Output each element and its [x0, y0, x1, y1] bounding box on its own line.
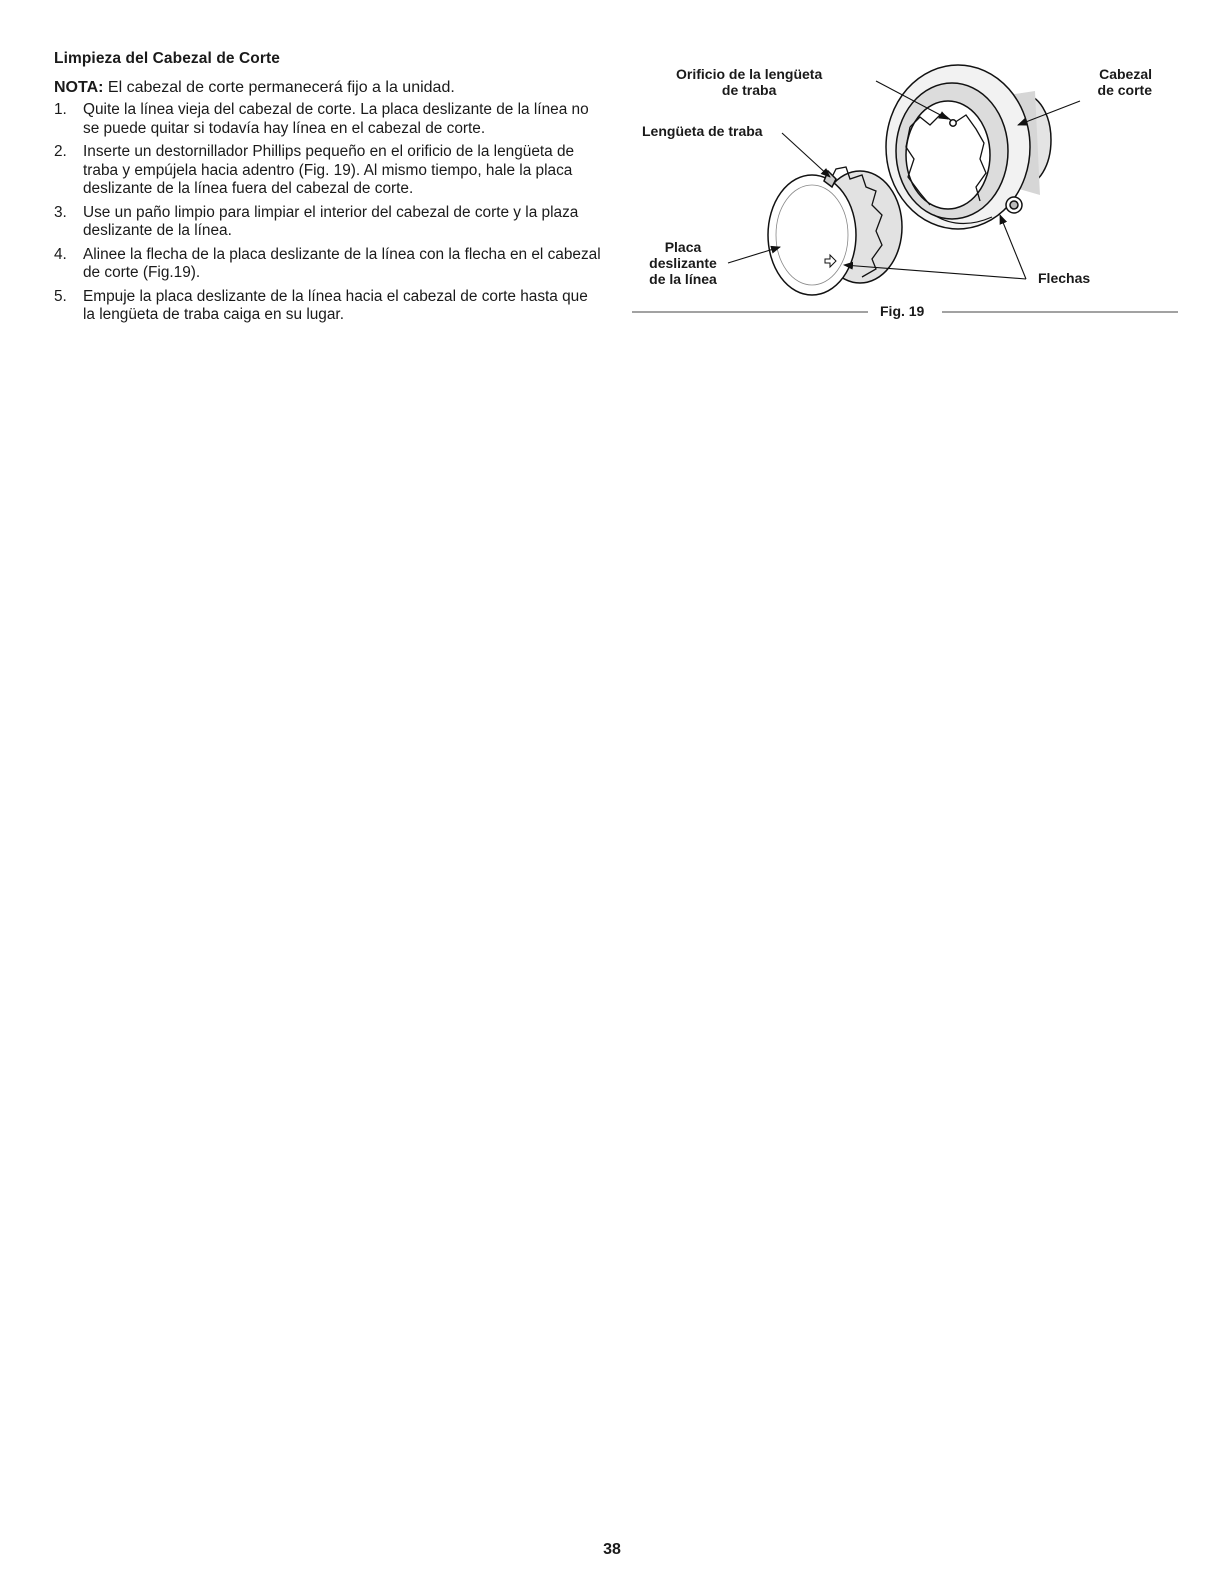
step-item [54, 143, 602, 199]
label-cabezal-line2: de corte [1097, 82, 1152, 98]
label-placa-line3: de la línea [649, 271, 717, 287]
label-cabezal [1082, 66, 1152, 98]
figure-caption: Fig. 19 [880, 303, 925, 319]
step-text: Inserte un destornillador Phillips pequeño en el orificio de la lengüeta de traba y empújela hacia adentro (Fig. 19). Al mismo tiempo, hale la placa deslizante de la línea fuera del cabezal de corte. [83, 143, 575, 197]
label-placa [640, 239, 726, 287]
step-number: 1. [54, 101, 67, 118]
label-orificio-line2: de traba [721, 82, 777, 98]
page-number: 38 [603, 1541, 621, 1558]
step-item [54, 288, 602, 325]
step-item [54, 246, 602, 283]
figure-19 [630, 55, 1190, 330]
note-paragraph [54, 78, 614, 98]
step-item [54, 204, 602, 241]
cutting-head-drawing [886, 65, 1051, 229]
step-number: 3. [54, 203, 67, 221]
step-number: 4. [54, 245, 67, 263]
step-item [54, 101, 602, 138]
label-orificio [676, 66, 822, 98]
label-cabezal-line1: Cabezal [1099, 66, 1152, 82]
step-number: 5. [54, 287, 67, 305]
label-lengueta: Lengüeta de traba [642, 123, 763, 139]
step-text: Use un paño limpio para limpiar el interior del cabezal de corte y la plaza deslizante de la línea. [83, 203, 579, 239]
label-orificio-line1: Orificio de la lengüeta [676, 66, 823, 82]
step-text: Alinee la flecha de la placa deslizante de la línea con la flecha en el cabezal de corte (Fig.19). [83, 245, 601, 281]
label-placa-line2: deslizante [649, 255, 717, 271]
step-number: 2. [54, 143, 67, 160]
steps-list [54, 101, 602, 330]
section-title: Limpieza del Cabezal de Corte [54, 50, 280, 67]
note-text: El cabezal de corte permanecerá fijo a la unidad. [103, 79, 455, 96]
step-text: Empuje la placa deslizante de la línea hacia el cabezal de corte hasta que la lengüeta de traba caiga en su lugar. [83, 287, 588, 323]
label-placa-line1: Placa [664, 239, 702, 255]
label-flechas: Flechas [1038, 270, 1091, 286]
note-label: NOTA: [54, 79, 104, 96]
line-slide-plate-drawing [768, 167, 902, 295]
step-text: Quite la línea vieja del cabezal de corte. La placa deslizante de la línea no se puede quitar si todavía hay línea en el cabezal de corte. [83, 101, 589, 137]
